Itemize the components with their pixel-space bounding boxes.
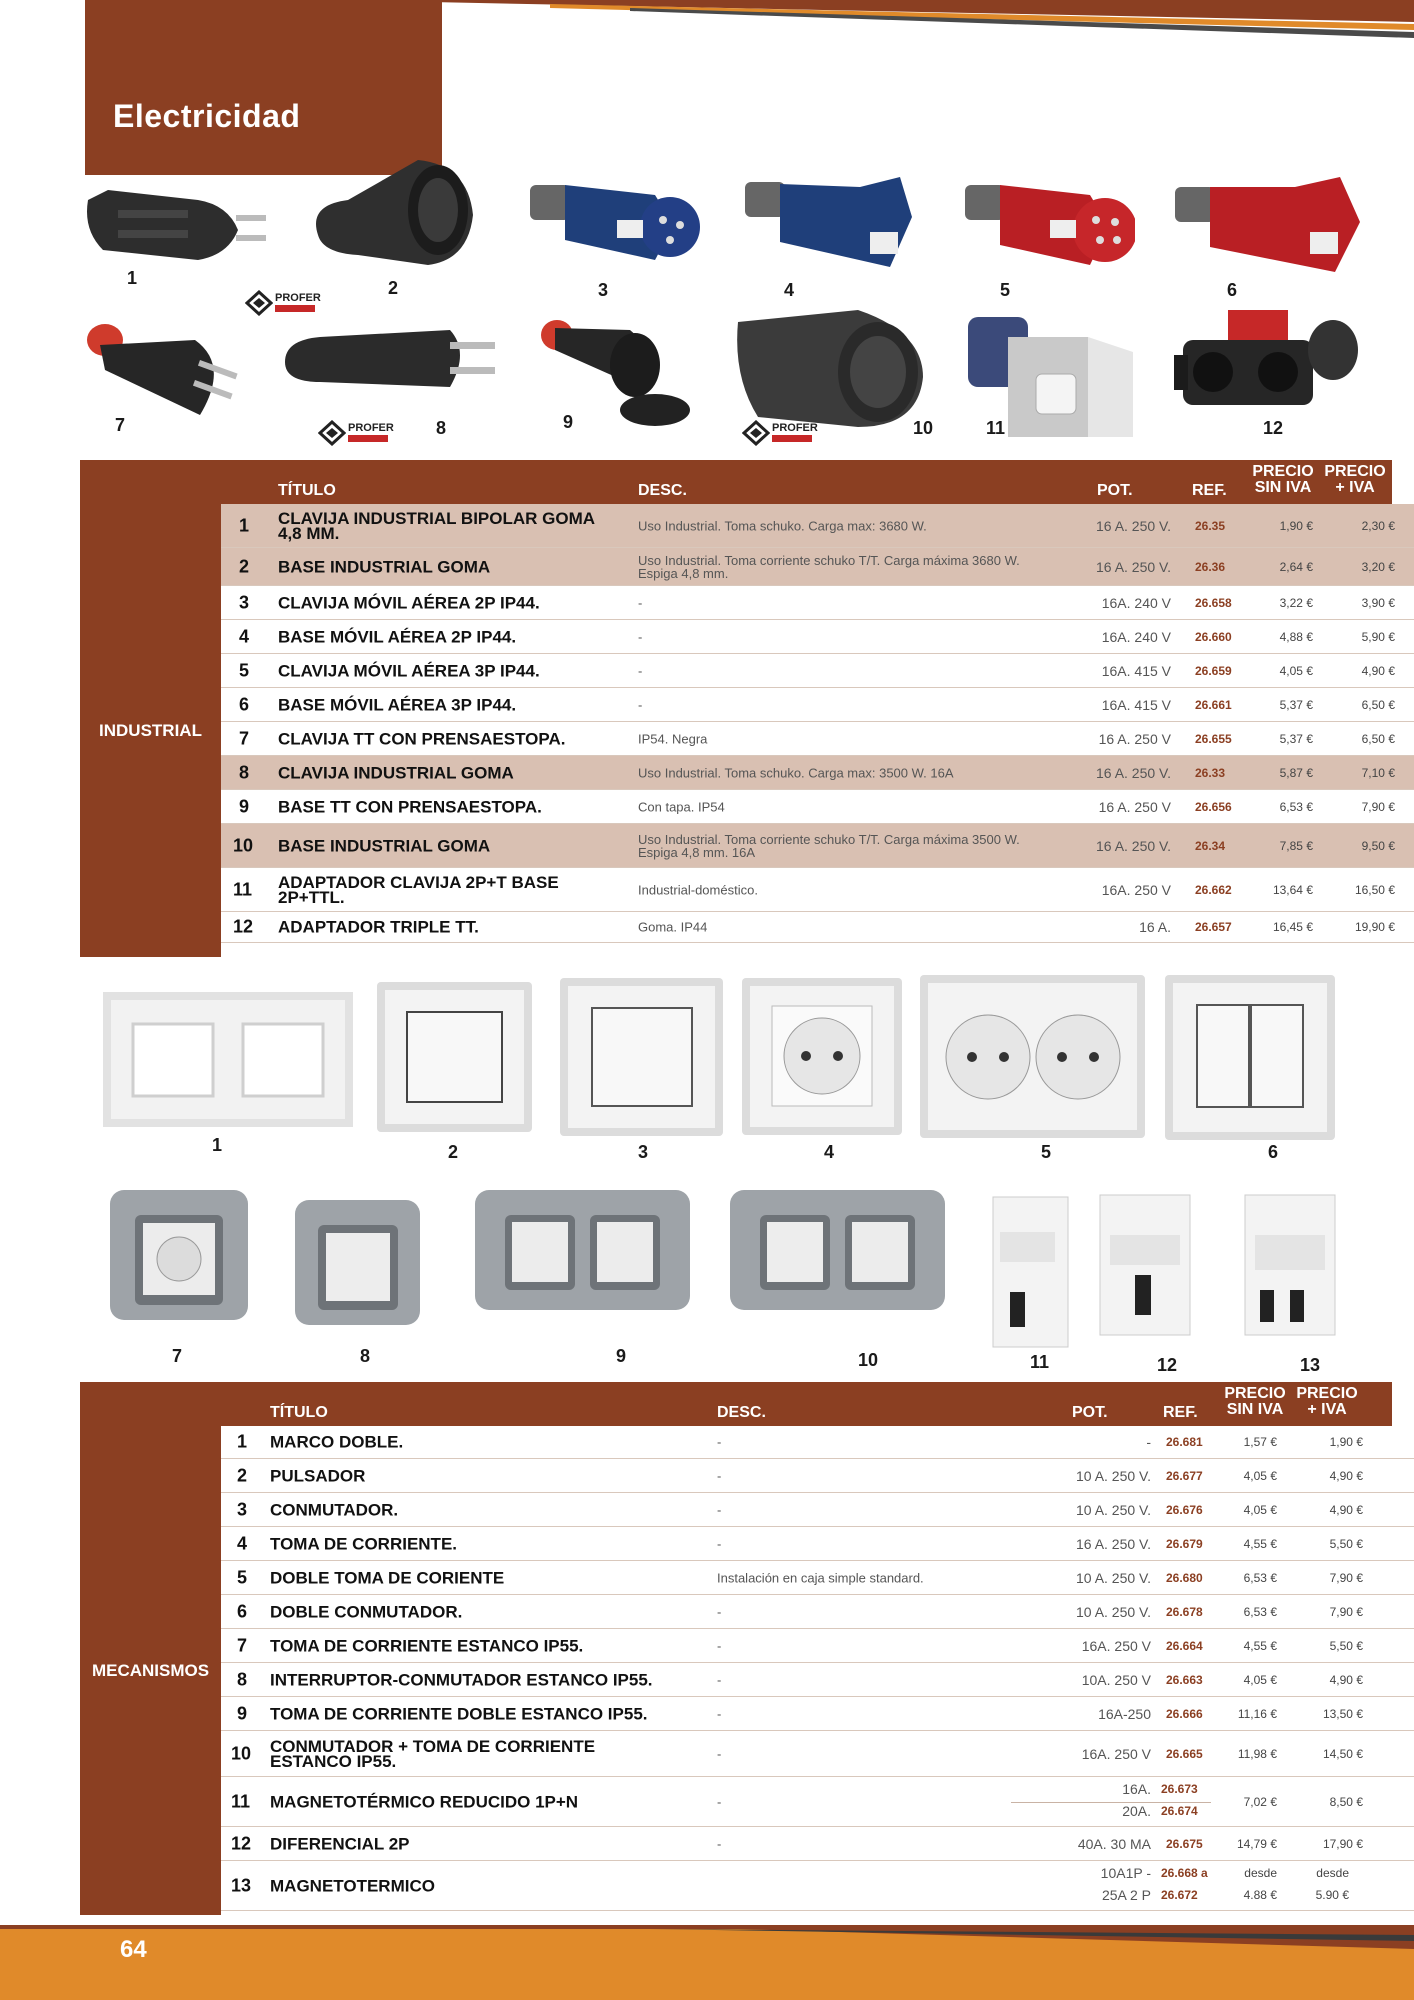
row-description: Goma. IP44 [638,919,708,935]
row-title: CLAVIJA TT CON PRENSAESTOPA. [278,729,566,748]
header-desc: DESC. [638,482,687,499]
row-title: BASE MÓVIL AÉREA 3P IP44. [278,695,517,714]
row-number: 9 [237,1703,248,1723]
mecanismos-table-header [80,1382,1392,1426]
header-ref: REF. [1192,482,1227,499]
row-price-without-vat: 7,02 € [1243,1794,1277,1809]
row-title: TOMA DE CORRIENTE. [270,1534,458,1553]
product-image-mecanismo-8 [290,1190,425,1332]
row-number: 10 [231,1743,252,1763]
row-title: DOBLE CONMUTADOR. [270,1602,463,1621]
image-number: 7 [115,415,126,435]
image-number: 5 [1000,280,1011,300]
row-reference-secondary: 26.672 [1161,1888,1198,1902]
row-description: - [717,1794,722,1809]
row-number: 5 [237,1567,248,1587]
row-price-without-vat: 16,45 € [1272,920,1313,934]
row-price-without-vat: 4,05 € [1243,1502,1277,1517]
image-number: 4 [784,280,795,300]
product-image-industrial-11 [958,312,1138,447]
header-pot: POT. [1072,1404,1108,1421]
table-row [221,1561,1414,1595]
row-title: MAGNETOTERMICO [270,1876,435,1895]
image-number: 12 [1263,418,1284,438]
product-image-industrial-1 [78,175,268,275]
product-image-mecanismo-5 [920,975,1145,1138]
product-image-industrial-4 [740,172,920,272]
product-image-mecanismo-12 [1095,1190,1195,1340]
row-title: BASE TT CON PRENSAESTOPA. [278,797,542,816]
row-price-without-vat: 4,05 € [1279,663,1313,678]
row-title: MAGNETOTÉRMICO REDUCIDO 1P+N [270,1792,579,1811]
row-number: 13 [231,1875,252,1895]
profer-logo [245,290,321,316]
row-description: - [717,1746,722,1761]
row-power: 10 A. 250 V. [1076,1603,1151,1620]
product-image-industrial-6 [1170,172,1365,277]
profer-logo-mark-icon [318,420,346,446]
row-reference: 26.36 [1195,559,1226,574]
product-image-mecanismo-10 [725,1180,950,1320]
profer-logo-mark-icon [245,290,273,316]
image-number: 3 [638,1142,649,1162]
row-price-without-vat: 5,37 € [1279,697,1313,712]
row-power: 16 A. 250 V. [1096,558,1171,575]
row-price-without-vat: 4,88 € [1279,629,1313,644]
image-number: 13 [1300,1355,1321,1375]
row-number: 11 [233,879,253,899]
row-reference: 26.679 [1166,1536,1203,1551]
product-image-mecanismo-2 [377,982,532,1132]
row-price-with-vat-value: 5.90 € [1315,1888,1349,1902]
row-title: CONMUTADOR. [270,1500,399,1519]
row-description: - [717,1706,722,1721]
table-row [221,1629,1414,1663]
row-description: - [638,595,643,610]
row-description: - [717,1434,722,1450]
row-number: 3 [237,1499,248,1519]
row-reference: 26.664 [1166,1638,1203,1653]
header-ref: REF. [1163,1404,1198,1421]
row-divider [1011,1802,1211,1803]
row-reference: 26.660 [1195,629,1232,644]
row-power: 16A. 240 V [1101,594,1171,611]
table-row [221,1731,1414,1777]
row-power: 16 A. 250 V. [1096,837,1171,854]
header-precio-con-iva [1292,1386,1362,1418]
table-row [221,790,1414,824]
row-title: CLAVIJA INDUSTRIAL GOMA [278,763,514,782]
row-description: - [717,1672,722,1687]
row-number: 5 [239,660,250,680]
row-price-with-vat: 17,90 € [1322,1836,1363,1851]
image-number: 8 [360,1346,371,1366]
row-price-without-vat: 14,79 € [1236,1836,1277,1851]
header-precio-sin-iva-line2: SIN IVA [1254,479,1312,496]
header-precio-sin-iva-line1: PRECIO [1224,1385,1286,1402]
table-row [221,912,1414,943]
product-image-industrial-10 [728,302,928,437]
row-price-without-vat: 4,05 € [1243,1672,1277,1687]
row-power: 16 A. 250 V. [1096,517,1171,534]
product-image-industrial-2 [308,145,483,275]
row-number: 4 [239,626,250,646]
bottom-band-decoration [0,1925,1414,2000]
table-row [221,688,1414,722]
table-row [221,620,1414,654]
row-reference: 26.659 [1195,663,1232,678]
row-power: - [1146,1434,1151,1450]
row-title: PULSADOR [270,1466,366,1485]
profer-logo-text: PROFER [275,292,321,304]
header-titulo: TÍTULO [270,1404,328,1421]
product-image-industrial-3 [525,180,700,270]
row-price-with-vat: 4,90 € [1361,663,1395,678]
row-price-without-vat: 13,64 € [1272,882,1313,897]
header-pot: POT. [1097,482,1133,499]
profer-logo-text: PROFER [772,422,818,434]
row-reference: 26.680 [1166,1570,1203,1585]
row-price-without-vat: 4,55 € [1243,1536,1277,1551]
row-number: 3 [239,592,250,612]
profer-logo-mark-icon [742,420,770,446]
header-precio-con-iva-line2: + IVA [1307,1401,1347,1418]
table-row [221,722,1414,756]
image-number: 10 [858,1350,879,1370]
row-title: CLAVIJA MÓVIL AÉREA 2P IP44. [278,593,540,612]
row-price-with-vat: 19,90 € [1354,920,1395,934]
table-row [221,756,1414,790]
table-row [221,1827,1414,1861]
image-number: 6 [1268,1142,1279,1162]
table-row [221,1777,1414,1827]
row-price-with-vat: 1,90 € [1329,1435,1363,1449]
row-power: 16 A. 250 V. [1096,764,1171,781]
image-number: 11 [1030,1352,1050,1372]
top-stripe-decoration [430,0,1414,38]
row-number: 1 [239,515,250,535]
product-image-mecanismo-1 [103,992,353,1127]
product-image-mecanismo-9 [470,1180,695,1318]
row-price-without-vat: 1,90 € [1279,518,1313,533]
row-reference: 26.677 [1166,1468,1203,1483]
row-power: 16A. 250 V [1081,1745,1151,1762]
row-number: 7 [239,728,250,748]
row-number: 7 [237,1635,248,1655]
row-power: 10 A. 250 V. [1076,1467,1151,1484]
image-number: 1 [212,1135,223,1155]
row-number: 11 [231,1791,251,1811]
row-title: MARCO DOBLE. [270,1432,404,1452]
row-description: - [717,1836,722,1851]
row-reference: 26.33 [1195,765,1226,780]
row-number: 2 [239,556,250,576]
header-precio-con-iva-line1: PRECIO [1296,1385,1358,1402]
bottom-stripe-decoration [0,1925,1414,1955]
row-price-without-vat: 4,05 € [1243,1468,1277,1483]
row-price-with-vat: 4,90 € [1329,1672,1363,1687]
image-number: 7 [172,1346,183,1366]
header-titulo: TÍTULO [278,482,336,499]
row-description: Uso Industrial. Toma corriente schuko T/T. Carga máxima 3680 W. Espiga 4,8 mm. [638,552,1020,581]
product-image-mecanismo-6 [1165,975,1335,1140]
row-description: Uso Industrial. Toma schuko. Carga max: 3500 W. 16A [638,765,954,780]
header-precio-sin-iva [1220,1386,1290,1418]
row-description: Instalación en caja simple standard. [717,1570,924,1585]
row-price-without-vat: 3,22 € [1279,595,1313,610]
row-reference-secondary: 26.674 [1161,1804,1198,1818]
image-number: 3 [598,280,609,300]
profer-logo-text: PROFER [348,422,394,434]
row-power-secondary: 25A 2 P [1101,1887,1151,1903]
profer-logo [318,420,394,446]
row-price-with-vat: 7,90 € [1329,1604,1363,1619]
row-price-with-vat: 5,90 € [1361,629,1395,644]
row-price-without-vat: 2,64 € [1279,559,1313,574]
row-title: INTERRUPTOR-CONMUTADOR ESTANCO IP55. [270,1670,653,1689]
row-reference: 26.655 [1195,731,1232,746]
row-price-without-vat: 11,98 € [1237,1746,1277,1761]
product-image-industrial-12 [1168,300,1363,425]
product-image-industrial-9 [535,310,700,435]
table-row [221,1426,1414,1459]
row-price-without-vat: 1,57 € [1243,1435,1277,1449]
row-power: 16A. 250 V [1101,881,1171,898]
row-title: BASE INDUSTRIAL GOMA [278,557,491,576]
row-price-without-vat: 7,85 € [1279,838,1313,853]
image-number: 5 [1041,1142,1052,1162]
row-reference: 26.35 [1195,518,1226,533]
image-number: 8 [436,418,447,438]
row-power-secondary: 20A. [1122,1803,1151,1819]
product-image-mecanismo-13 [1240,1190,1340,1340]
row-price-with-vat: 13,50 € [1322,1706,1363,1721]
product-image-industrial-8 [280,322,505,397]
row-price-without-vat: 6,53 € [1243,1604,1277,1619]
row-price-with-vat: 7,90 € [1361,799,1395,814]
row-reference: 26.656 [1195,799,1232,814]
row-number: 1 [237,1431,248,1452]
row-description: - [638,697,643,712]
image-number: 9 [563,412,574,432]
row-title: DIFERENCIAL 2P [270,1834,410,1853]
row-reference: 26.666 [1166,1706,1203,1721]
table-row [221,654,1414,688]
table-row [221,1697,1414,1731]
page-number: 64 [120,1936,147,1963]
industrial-table [80,460,1395,957]
product-image-mecanismo-11 [985,1192,1075,1352]
row-description: - [717,1604,722,1619]
row-power: 40A. 30 MA [1077,1835,1151,1852]
row-power: 16A. 415 V [1101,696,1171,713]
table-row [221,1493,1414,1527]
row-price-with-vat: 7,10 € [1361,765,1395,780]
table-row [221,1527,1414,1561]
row-price-without-vat: 6,53 € [1243,1570,1277,1585]
image-number: 12 [1157,1355,1178,1375]
row-number: 10 [233,835,254,855]
row-price-with-vat: 9,50 € [1361,838,1395,853]
section-title: Electricidad [113,98,301,134]
image-number: 4 [824,1142,835,1162]
table-row [221,868,1414,912]
row-price-with-vat: 16,50 € [1354,882,1395,897]
product-image-industrial-7 [80,315,250,425]
row-reference: 26.673 [1161,1782,1198,1796]
row-price-without-vat: 5,37 € [1279,731,1313,746]
row-price-with-vat: 6,50 € [1361,731,1395,746]
row-title: BASE INDUSTRIAL GOMA [278,836,491,855]
row-reference: 26.663 [1166,1672,1203,1687]
row-power: 16A. 250 V [1081,1637,1151,1654]
image-number: 10 [913,418,934,438]
row-price-without-vat-value: 4.88 € [1243,1888,1277,1902]
row-power: 16 A. 250 V [1098,798,1171,815]
product-image-mecanismo-4 [742,978,902,1135]
row-power: 10A1P - [1100,1865,1151,1881]
row-description: - [638,663,643,678]
row-title: BASE MÓVIL AÉREA 2P IP44. [278,627,517,646]
table-row [221,548,1414,586]
row-description: Industrial-doméstico. [638,882,758,897]
row-title: TOMA DE CORRIENTE DOBLE ESTANCO IP55. [270,1704,648,1723]
row-power: 10 A. 250 V. [1076,1501,1151,1518]
row-power: 10 A. 250 V. [1076,1569,1151,1586]
row-power: 10A. 250 V [1081,1671,1151,1688]
row-power: 16 A. 250 V [1098,730,1171,747]
row-reference: 26.665 [1166,1746,1203,1761]
table-row [221,504,1414,548]
row-title: CLAVIJA INDUSTRIAL BIPOLAR GOMA 4,8 MM. [278,508,595,543]
row-reference: 26.662 [1195,882,1232,897]
header-desc: DESC. [717,1404,766,1421]
table-row [221,1595,1414,1629]
row-description: - [717,1502,722,1517]
row-reference: 26.34 [1195,838,1226,853]
row-price-without-vat: 4,55 € [1243,1638,1277,1653]
row-price-with-vat: 3,20 € [1361,559,1395,574]
header-precio-con-iva-line2: + IVA [1335,479,1375,496]
row-reference: 26.657 [1195,920,1232,934]
industrial-table-header [80,460,1392,504]
row-power: 16A. [1122,1781,1151,1797]
row-power: 16A-250 [1098,1705,1151,1722]
row-price-without-vat: 5,87 € [1279,765,1313,780]
image-number: 9 [616,1346,627,1366]
row-price-with-vat: 4,90 € [1329,1502,1363,1517]
row-description: Uso Industrial. Toma schuko. Carga max: 3680 W. [638,518,927,533]
row-description: - [717,1638,722,1653]
row-description: - [717,1536,722,1551]
header-precio-con-iva-line1: PRECIO [1324,463,1386,480]
industrial-category-label: INDUSTRIAL [80,504,221,957]
row-number: 2 [237,1465,248,1485]
row-description: - [638,629,643,644]
image-number: 2 [448,1142,459,1162]
image-number: 2 [388,278,399,298]
product-image-mecanismo-7 [105,1180,253,1330]
row-price-without-vat: desde [1244,1866,1277,1880]
row-reference: 26.676 [1166,1502,1203,1517]
row-number: 6 [237,1601,248,1621]
row-price-with-vat: desde [1316,1866,1349,1880]
row-number: 4 [237,1533,248,1553]
row-price-with-vat: 3,90 € [1361,595,1395,610]
row-description: IP54. Negra [638,731,708,746]
row-title: ADAPTADOR CLAVIJA 2P+T BASE 2P+TTL. [278,872,559,907]
header-precio-sin-iva-line2: SIN IVA [1226,1401,1284,1418]
table-row [221,1459,1414,1493]
row-price-with-vat: 5,50 € [1329,1638,1363,1653]
header-precio-con-iva [1320,464,1390,496]
row-number: 6 [239,694,250,714]
row-reference: 26.675 [1166,1836,1203,1851]
row-power: 16A. 415 V [1101,662,1171,679]
table-row [221,1663,1414,1697]
row-power: 16A. 240 V [1101,628,1171,645]
row-price-with-vat: 2,30 € [1361,518,1395,533]
row-price-with-vat: 14,50 € [1322,1746,1363,1761]
product-image-mecanismo-3 [560,978,723,1136]
row-title: CONMUTADOR + TOMA DE CORRIENTE ESTANCO IP55. [270,1736,596,1771]
row-title: DOBLE TOMA DE CORIENTE [270,1568,505,1587]
mecanismos-category-label: MECANISMOS [80,1426,221,1915]
row-price-without-vat: 6,53 € [1279,799,1313,814]
table-row [221,824,1414,868]
row-number: 12 [233,916,254,937]
image-number: 6 [1227,280,1238,300]
header-precio-sin-iva-line1: PRECIO [1252,463,1314,480]
row-number: 8 [239,762,250,782]
row-reference: 26.668 a [1161,1866,1208,1880]
row-number: 8 [237,1669,248,1689]
table-row [221,586,1414,620]
row-number: 9 [239,796,250,816]
image-number: 11 [986,418,1006,438]
profer-logo [742,420,818,446]
product-image-industrial-5 [960,180,1135,275]
table-row [221,1861,1414,1911]
row-price-with-vat: 6,50 € [1361,697,1395,712]
row-reference: 26.658 [1195,595,1232,610]
row-reference: 26.661 [1195,697,1232,712]
row-power: 16 A. [1139,919,1171,935]
row-description: Uso Industrial. Toma corriente schuko T/T. Carga máxima 3500 W. Espiga 4,8 mm. 16A [638,831,1020,860]
header-precio-sin-iva [1248,464,1318,496]
row-power: 16 A. 250 V. [1076,1535,1151,1552]
row-price-with-vat: 4,90 € [1329,1468,1363,1483]
row-price-without-vat: 11,16 € [1237,1706,1277,1721]
row-description: - [717,1468,722,1483]
row-price-with-vat: 5,50 € [1329,1536,1363,1551]
row-title: CLAVIJA MÓVIL AÉREA 3P IP44. [278,661,540,680]
row-description: Con tapa. IP54 [638,799,725,814]
row-number: 12 [231,1833,252,1853]
image-number: 1 [127,268,138,288]
row-title: ADAPTADOR TRIPLE TT. [278,917,479,937]
mecanismos-table [80,1382,1392,1915]
row-reference: 26.681 [1166,1435,1203,1449]
row-title: TOMA DE CORRIENTE ESTANCO IP55. [270,1636,584,1655]
row-price-with-vat: 7,90 € [1329,1570,1363,1585]
row-reference: 26.678 [1166,1604,1203,1619]
row-price-with-vat: 8,50 € [1329,1794,1363,1809]
